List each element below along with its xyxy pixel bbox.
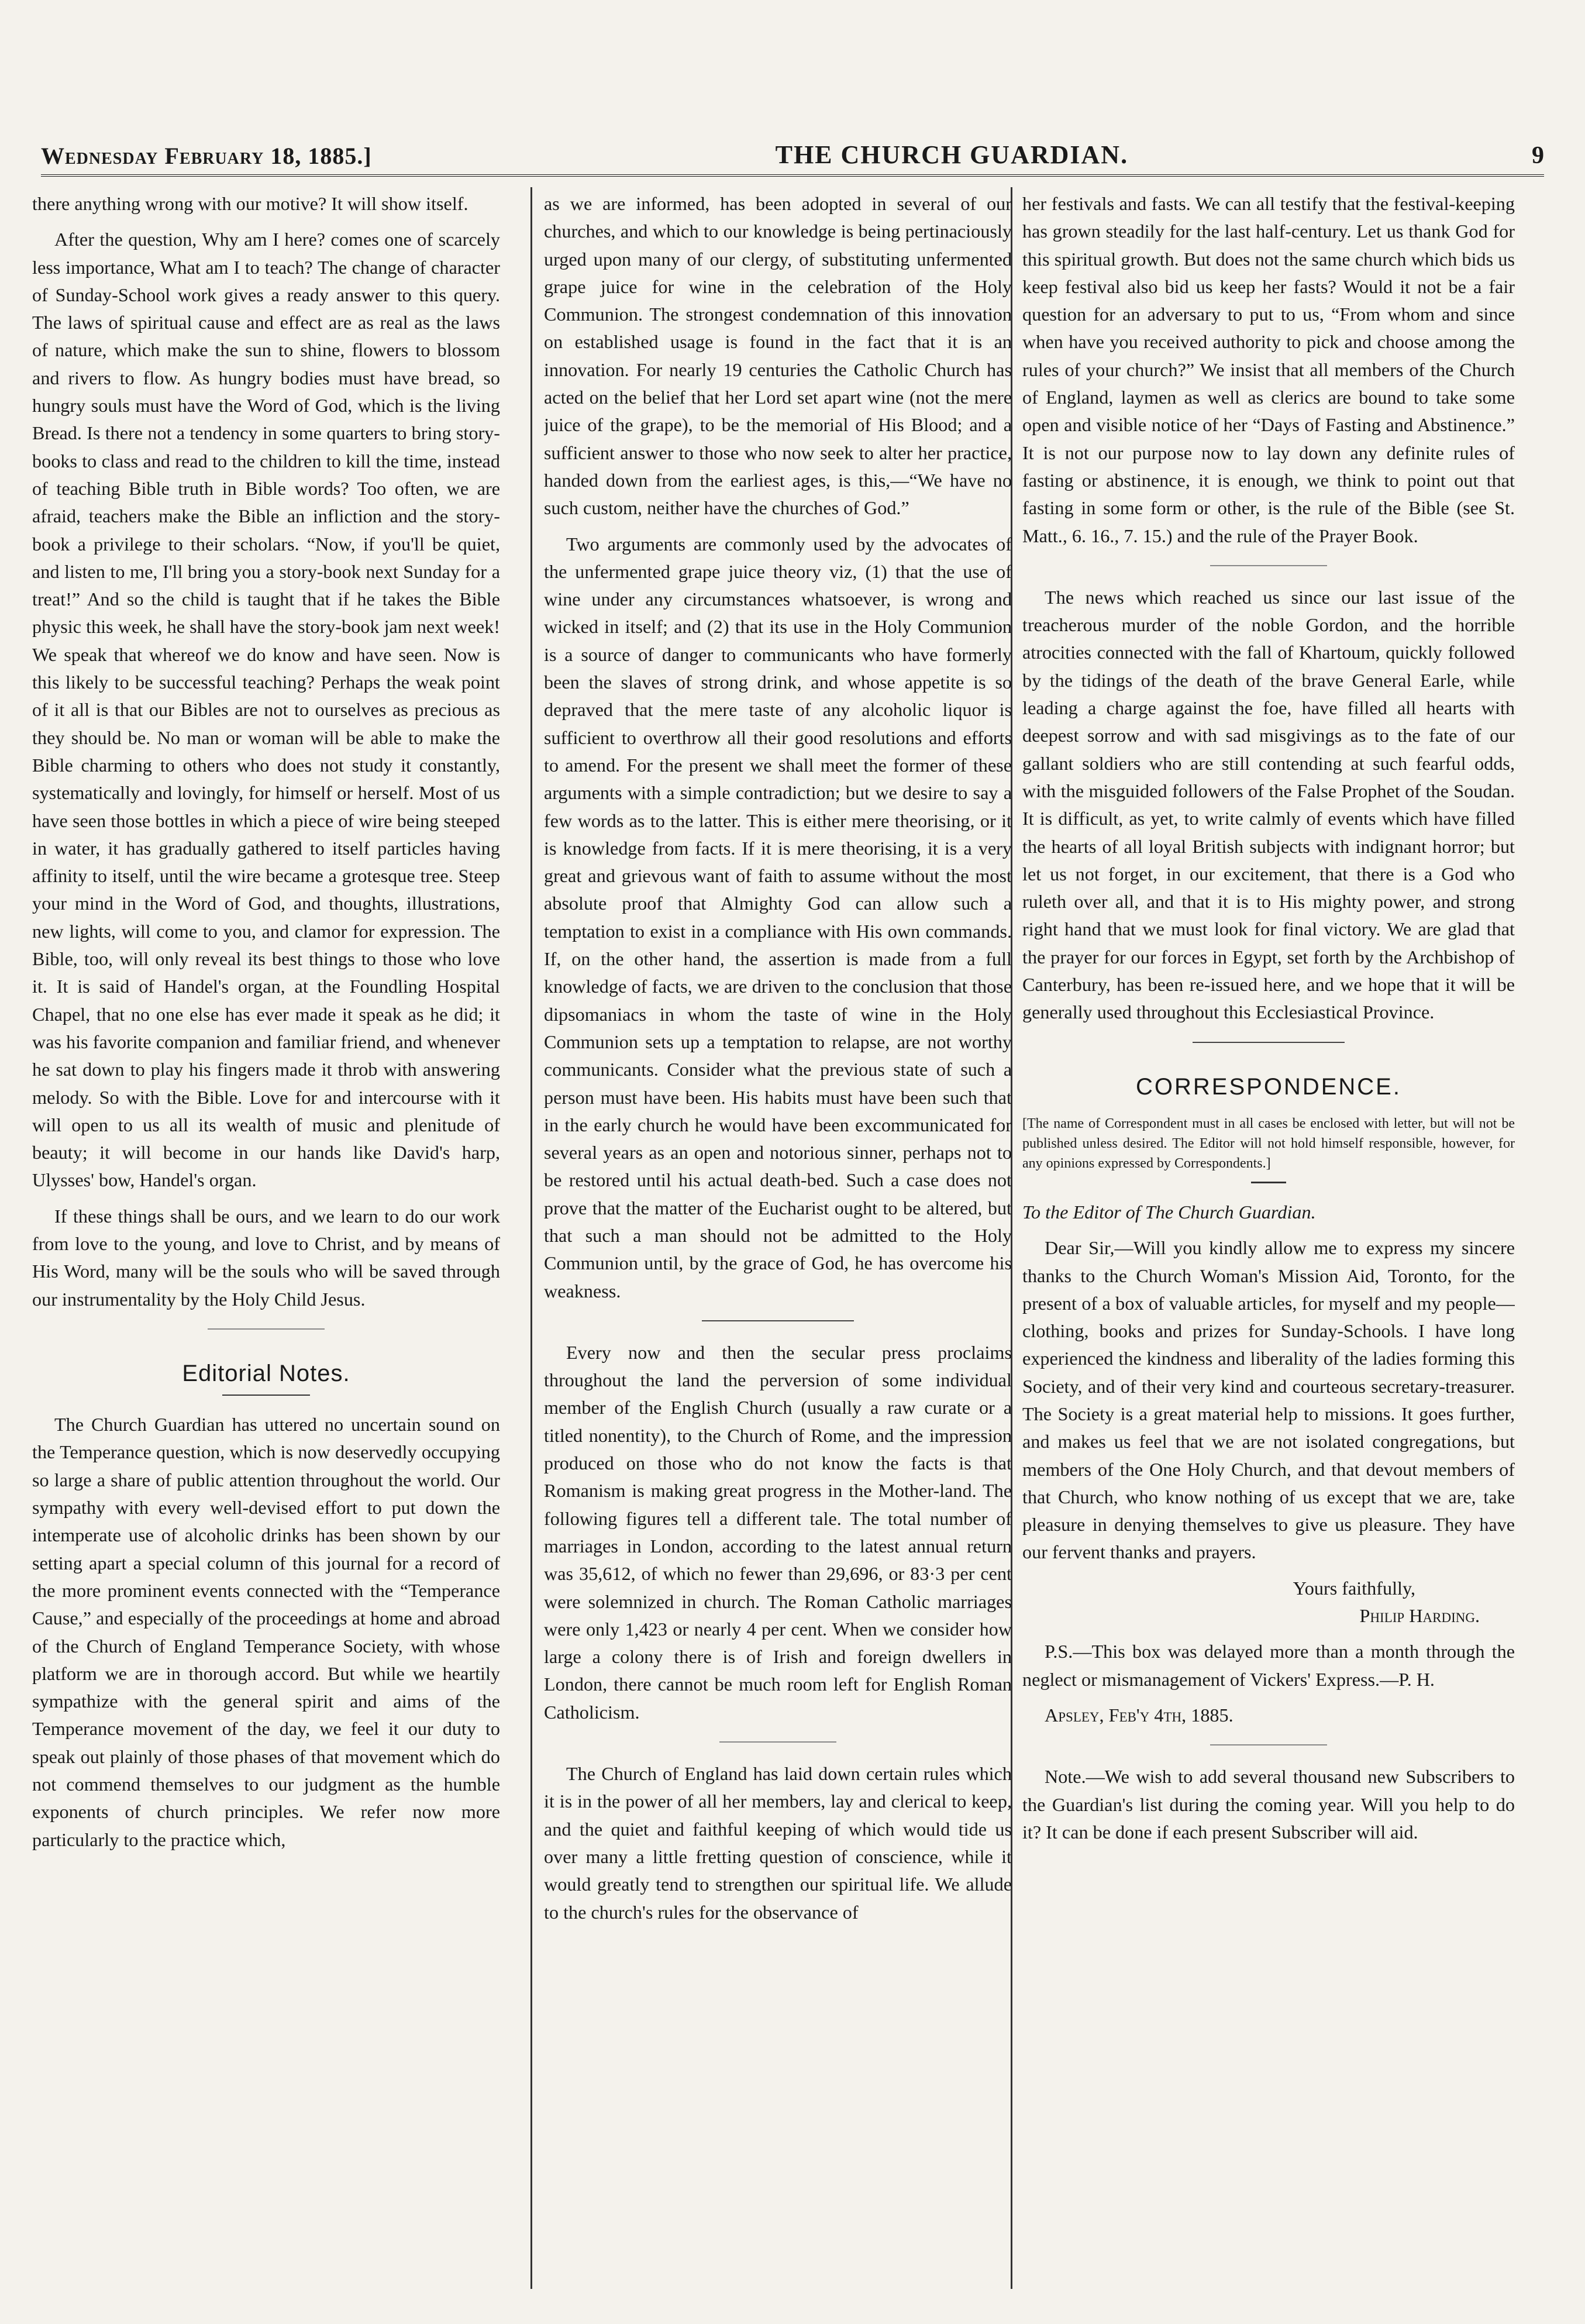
paragraph: After the question, Why am I here? comes one of scarcely less importance, What am I to teach? The change of character of Sunday-School work gives a ready answer to this query. The laws of spiritual cause and effect are as real as the laws of nature, which make the sun to shine, flowers to blossom and rivers to flow. As hungry bodies must have bread, so hungry souls must have the Word of God, which is the living Bread. Is there not a tendency in some quarters to bring story-books to class and read to the children to kill the time, instead of teaching Bible truth in Bible words? Too often, we are afraid, teachers make the Bible an infliction and the story-book a privilege to their scholars. “Now, if you'll be quiet, and listen to me, I'll bring you a story-book next Sunday for a treat!” And so the child is taught that if he takes the Bible physic this week, he shall have the story-book jam next week! We speak that whereof we do know and have seen. Now is this likely to be successful teaching? Perhaps the weak point of it all is that our Bibles are not to ourselves as precious as they should be. No man or woman will be able to make the Bible charming to others who does not study it constantly, systematically and lovingly, for himself or herself. Most of us have seen those bottles in which a piece of wire being steeped in water, it has gradually gathered to itself particles having affinity to itself, until the wire became a grotesque tree. Steep your mind in the Word of God, and thoughts, illustrations, new lights, will come to you, and clamor for expression. The Bible, too, will only reveal its best things to those who love it. It is said of Handel's organ, at the Foundling Hospital Chapel, that no one else has ever made it speak as he did; it was his favorite companion and familiar friend, and whenever he sat down to play his fingers made it throb with answering melody. So with the Bible. Love for and intercourse with it will open to us all its wealth of music and plenitude of beauty; it will become in our hands like David's harp, Ulysses' bow, Handel's organ. [32, 229, 500, 1191]
page-header [41, 133, 1544, 177]
separator-rule [1210, 1744, 1327, 1745]
section-heading-editorial-notes: Editorial Notes. [182, 1360, 350, 1386]
paragraph: Every now and then the secular press proclaims throughout the land the perversion of some individual member of the English Church (usually a raw curate or a titled nonentity), to the Church of Rome, and the impression produced on those who do not know the facts is that Romanism is making great progress in the Mother-land. The following figures tell a different tale. The total number of marriages in London, according to the latest annual return was 35,612, of which no fewer than 29,696, or 83·3 per cent were solemnized in church. The Roman Catholic marriages were only 1,423 or nearly 4 per cent. When we consider how large a colony there is of Irish and foreign dwellers in London, there cannot be much room left for English Roman Catholicism. [544, 1341, 1012, 1723]
separator-rule [719, 1741, 836, 1743]
letter-body: Dear Sir,—Will you kindly allow me to express my sincere thanks to the Church Woman's Mission Aid, Toronto, for the present of a box of valuable articles, for myself and my people—clothing, books and prizes for Sunday-Schools. I have long experienced the kindness and liberality of the ladies forming this Society, and of their very kind and courteous secretary-treasurer. The Society is a great material help to missions. It goes further, and makes us feel that we are not isolated congregations, but members of the One Holy Church, and that devout members of that Church, who know nothing of us except that we are, take pleasure in denying themselves to give us pleasure. They have our fervent thanks and prayers. [1022, 1237, 1515, 1563]
paragraph: The news which reached us since our last issue of the treacherous murder of the noble Gordon, and the horrible atrocities connected with the fall of Khartoum, quickly followed by the tidings of the death of the brave General Earle, while leading a charge against the foe, have filled all hearts with deepest sorrow and with sad misgivings as to the fate of our gallant soldiers who are still contending at such fearful odds, with the misguided followers of the False Prophet of the Soudan. It is difficult, as yet, to write calmly of events which have filled the hearts of all loyal British subjects with indignant horror; but let us not forget, in our excitement, that there is a God who ruleth over all, and that it is to His mighty power, and strong right hand that we must look for final victory. We are glad that the prayer for our forces in Egypt, set forth by the Archbishop of Canterbury, has been re-issued here, and we hope that it will be generally used throughout this Ecclesiastical Province. [1022, 586, 1515, 1023]
letter-dateline: Apsley, Feb'y 4th, 1885. [1045, 1704, 1233, 1726]
column-3 [1022, 190, 1515, 2292]
separator-rule [702, 1320, 854, 1321]
letter-signature: Philip Harding. [1359, 1605, 1480, 1627]
short-dash [1251, 1182, 1286, 1183]
paragraph: there anything wrong with our motive? It will show itself. [32, 193, 468, 214]
separator-rule [1210, 565, 1327, 566]
letter-closing: Yours faithfully, [1293, 1577, 1415, 1599]
separator-rule [1193, 1042, 1345, 1043]
paragraph: as we are informed, has been adopted in several of our churches, and which to our knowledge is being pertinaciously urged upon many of our clergy, of substituting unfermented grape juice for wine in the celebration of the Holy Communion. The strongest condemnation of this innovation on established usage is found in the fact that it is an innovation. For nearly 19 centuries the Catholic Church has acted on the belief that her Lord set apart wine (not the mere juice of the grape), to be the memorial of His Blood; and a sufficient answer to those who now seek to alter her practice, handed down from the earliest ages, is this,—“We have no such custom, neither have the churches of God.” [544, 193, 1012, 519]
column-1 [32, 190, 500, 2292]
editorial-disclaimer: [The name of Correspondent must in all cases be enclosed with letter, but will not be published unless desired. The Editor will not hold himself responsible, however, for any opinions expressed by Correspondents.] [1022, 1115, 1515, 1171]
paragraph: Two arguments are commonly used by the advocates of the unfermented grape juice theory viz, (1) that the use of wine under any circumstances whatsoever, is wrong and wicked in itself; and (2) that its use in the Holy Communion is a source of danger to communicants who have formerly been the slaves of strong drink, and whose appetite is so depraved that the mere taste of any alcoholic liquor is sufficient to overthrow all their good resolutions and efforts to amend. For the present we shall meet the former of these arguments with a simple contradiction; but we desire to say a few words as to the latter. This is either mere theorising, or it is knowledge from facts. If it is mere theorising, it is a very great and grievous want of faith to assume without the most absolute proof that Almighty God can allow such a temptation to exist in a compliance with His own commands. If, on the other hand, the assertion is made from a full knowledge of facts, we are driven to the conclusion that those dipsomaniacs in whom the taste of wine in the Holy Communion sets up a temptation to relapse, are not worthy communicants. Consider what the previous state of such a person must have been. His habits must have been such that in the early church he would have been excommunicated for several years as an open and notorious sinner, perhaps not to be restored until his actual death-bed. Such a case does not prove that the matter of the Eucharist ought to be altered, but that such a man should not be admitted to the Holy Communion until, by the grace of God, he has overcome his weakness. [544, 533, 1012, 1302]
heading-underline [222, 1395, 310, 1396]
letter-addressee: To the Editor of The Church Guardian. [1022, 1201, 1316, 1223]
newspaper-title: THE CHURCH GUARDIAN. [775, 140, 1129, 169]
column-divider [530, 187, 532, 2289]
section-heading-correspondence: CORRESPONDENCE. [1136, 1073, 1401, 1100]
paragraph: If these things shall be ours, and we learn to do our work from love to the young, and love to Christ, and by means of His Word, many will be the souls who will be saved through our instrumentality by the Holy Child Jesus. [32, 1205, 500, 1310]
paragraph: The Church of England has laid down certain rules which it is in the power of all her members, lay and clerical to keep, and the quiet and faithful keeping of which would tide us over many a little fretting question of conscience, while it would greatly tend to strengthen our spiritual life. We allude to the church's rules for the observance of [544, 1763, 1012, 1923]
column-2 [544, 190, 1012, 2292]
letter-postscript: P.S.—This box was delayed more than a month through the neglect or mismanagement of Vickers' Express.—P. H. [1022, 1641, 1515, 1690]
issue-date: Wednesday February 18, 1885.] [41, 143, 372, 169]
subscriber-note: Note.—We wish to add several thousand new Subscribers to the Guardian's list during the coming year. Will you help to do it? It can be done if each present Subscriber will aid. [1022, 1766, 1515, 1843]
page-number: 9 [1531, 142, 1544, 169]
separator-rule [208, 1328, 325, 1330]
paragraph: The Church Guardian has uttered no uncertain sound on the Temperance question, which is now deservedly occupying so large a share of public attention throughout the world. Our sympathy with every well-devised effort to put down the intemperate use of alcoholic drinks has been shown by our setting apart a special column of this journal for a record of the more prominent events connected with the “Temperance Cause,” and especially of the proceedings at home and abroad of the Church of England Temperance Society, with whose platform we are in thorough accord. But while we heartily sympathize with the general spirit and aims of the Temperance movement of the day, we feel it our duty to speak out plainly of those phases of that movement which do not commend themselves to our judgment as the humble exponents of church principles. We refer now more particularly to the practice which, [32, 1414, 500, 1850]
paragraph: her festivals and fasts. We can all testify that the festival-keeping has grown steadily for the last half-century. Let us thank God for this spiritual growth. But does not the same church which bids us keep festival also bid us keep her fasts? Would it not be a fair question for an adversary to put to us, “From whom and since when have you received authority to pick and choose among the rules of your church?” We insist that all members of the Church of England, laymen as well as clerics are bound to take some open and visible notice of her “Days of Fasting and Abstinence.” It is not our purpose now to lay down any definite rules of fasting or abstinence, it is enough, we think to point out that fasting in some form or other, is the rule of the Bible (see St. Matt., 6. 16., 7. 15.) and the rule of the Prayer Book. [1022, 193, 1515, 546]
